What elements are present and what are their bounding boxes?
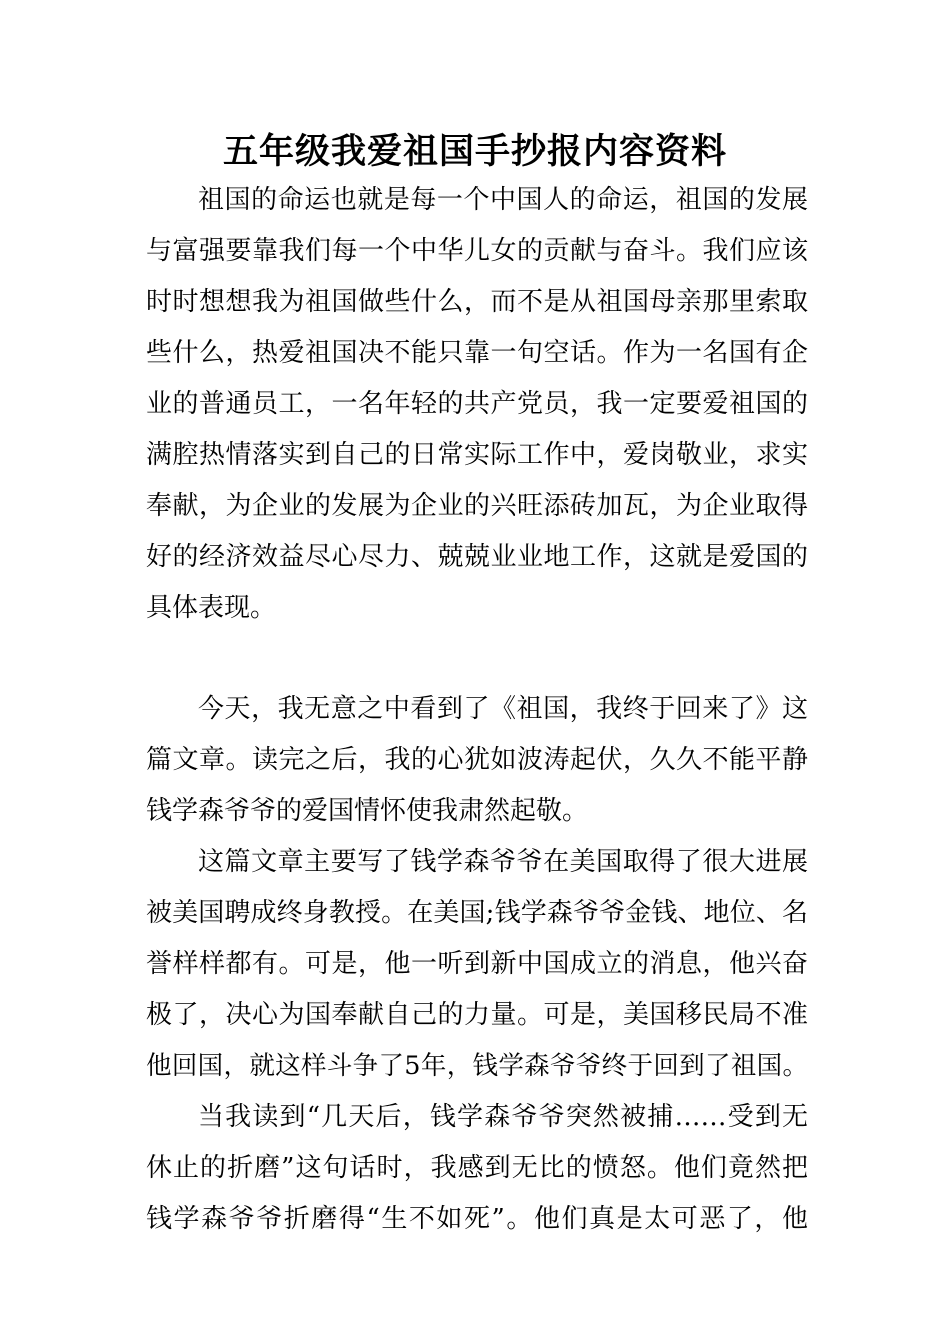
paragraph-4-line-2: 休止的折磨”这句话时，我感到无比的愤怒。他们竟然把	[146, 1153, 808, 1183]
paragraph-1-line-9: 具体表现。	[146, 593, 277, 623]
paragraph-1-line-7: 奉献，为企业的发展为企业的兴旺添砖加瓦，为企业取得	[146, 491, 808, 521]
paragraph-1-line-3: 时时想想我为祖国做些什么，而不是从祖国母亲那里索取	[146, 287, 808, 317]
paragraph-3-line-1: 这篇文章主要写了钱学森爷爷在美国取得了很大进展	[198, 847, 808, 877]
paragraph-2-line-2: 篇文章。读完之后，我的心犹如波涛起伏，久久不能平静	[146, 745, 808, 775]
paragraph-1-line-2: 与富强要靠我们每一个中华儿女的贡献与奋斗。我们应该	[146, 236, 808, 266]
paragraph-1-line-6: 满腔热情落实到自己的日常实际工作中，爱岗敬业，求实	[146, 440, 808, 470]
paragraph-1-line-4: 些什么，热爱祖国决不能只靠一句空话。作为一名国有企	[146, 338, 808, 368]
paragraph-1-line-1: 祖国的命运也就是每一个中国人的命运，祖国的发展	[198, 185, 808, 215]
paragraph-1-line-8: 好的经济效益尽心尽力、兢兢业业地工作，这就是爱国的	[146, 542, 808, 572]
paragraph-2-line-1: 今天，我无意之中看到了《祖国，我终于回来了》这	[198, 694, 808, 724]
paragraph-2-line-3: 钱学森爷爷的爱国情怀使我肃然起敬。	[146, 796, 589, 826]
paragraph-3-line-5: 他回国，就这样斗争了5年，钱学森爷爷终于回到了祖国。	[146, 1051, 808, 1081]
paragraph-4-line-3: 钱学森爷爷折磨得“生不如死”。他们真是太可恶了，他	[146, 1204, 808, 1234]
document-title: 五年级我爱祖国手抄报内容资料	[222, 131, 727, 172]
paragraph-1-line-5: 业的普通员工，一名年轻的共产党员，我一定要爱祖国的	[146, 389, 808, 419]
paragraph-3-line-4: 极了，决心为国奉献自己的力量。可是，美国移民局不准	[146, 1000, 808, 1030]
paragraph-4-line-1: 当我读到“几天后，钱学森爷爷突然被捕……受到无	[198, 1102, 808, 1132]
paragraph-3-line-2: 被美国聘成终身教授。在美国;钱学森爷爷金钱、地位、名	[146, 898, 808, 928]
paragraph-3-line-3: 誉样样都有。可是，他一听到新中国成立的消息，他兴奋	[146, 949, 808, 979]
